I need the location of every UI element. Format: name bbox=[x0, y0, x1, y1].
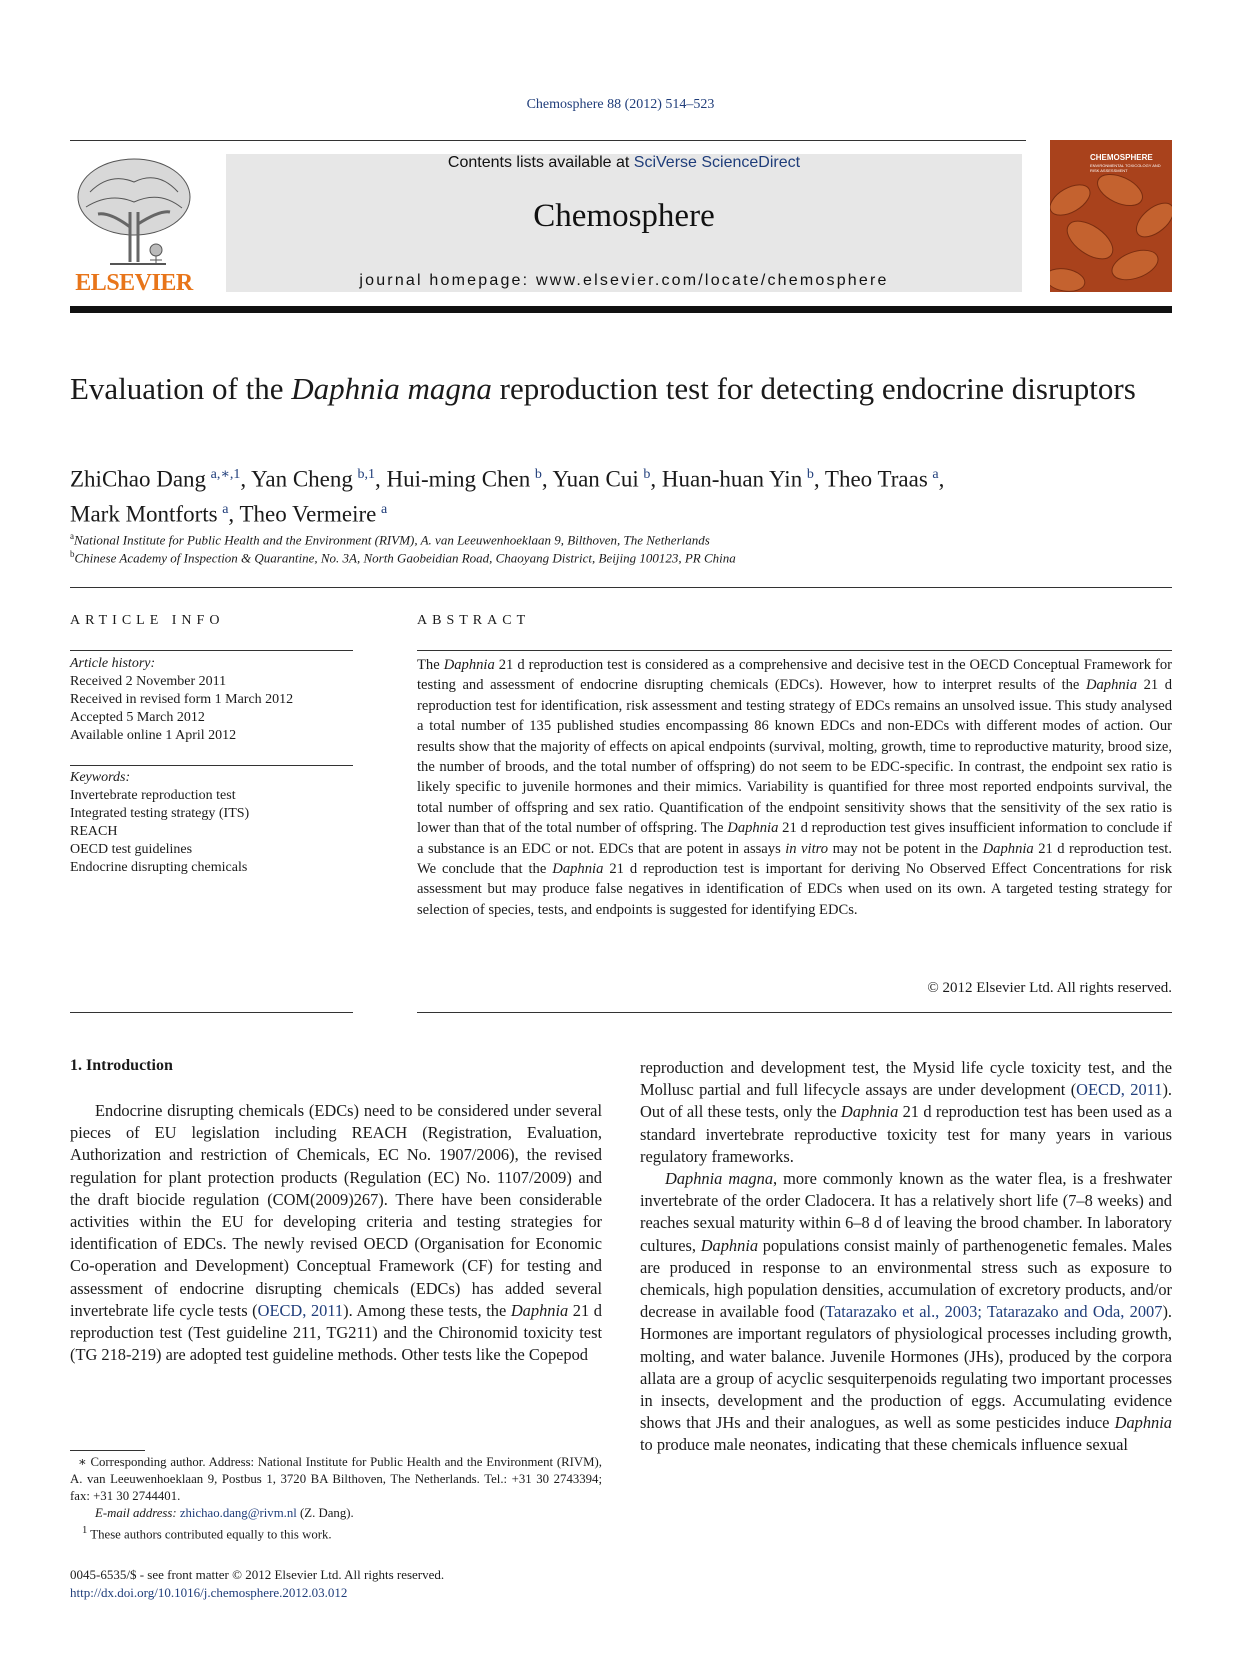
footnote-mark: 1 bbox=[82, 1525, 88, 1536]
body-column-right bbox=[640, 1057, 1172, 1457]
issn-line: 0045-6535/$ - see front matter © 2012 Elsevier Ltd. All rights reserved. bbox=[70, 1567, 445, 1582]
article-info-heading: ARTICLE INFO bbox=[70, 613, 225, 628]
doi-link[interactable]: http://dx.doi.org/10.1016/j.chemosphere.2012.03.012 bbox=[70, 1585, 348, 1600]
text-fragment: reproduction and development test, the Mysid life cycle toxicity test, and the Mollusc partial and full lifecycle assays are under development ( bbox=[640, 1058, 1172, 1100]
author-list bbox=[70, 460, 1170, 529]
author-separator: , bbox=[240, 466, 252, 492]
author-separator: , bbox=[813, 466, 825, 492]
keywords bbox=[70, 769, 353, 877]
author-separator: , bbox=[650, 466, 662, 492]
history-item: Received in revised form 1 March 2012 bbox=[70, 692, 294, 707]
author-affiliation-mark[interactable]: a bbox=[932, 467, 939, 482]
abstract-fragment: 21 d reproduction test is considered as a comprehensive and decisive test in the OECD Conceptual Framework for testing and assessment of endocrine disrupting chemicals (EDCs). However, how to interpret results of the bbox=[417, 657, 1172, 694]
journal-homepage[interactable]: journal homepage: www.elsevier.com/locate/chemosphere bbox=[359, 272, 889, 289]
abstract-fragment: 21 d reproduction test gives insufficient information to conclude if a substance is an EDC or not. EDCs that are potent in assays bbox=[417, 820, 1172, 857]
reference-link[interactable]: OECD, 2011 bbox=[257, 1300, 344, 1320]
journal-citation[interactable]: Chemosphere 88 (2012) 514–523 bbox=[526, 97, 715, 112]
text-fragment: , more commonly known as the water flea, is a freshwater invertebrate of the order Cladocera. It has a relatively short life (7–8 weeks) and reaches sexual maturity within 6–8 d of leaving the brood chamber. In laboratory cultures, bbox=[640, 1169, 1172, 1255]
species-name: Daphnia magna bbox=[665, 1169, 774, 1189]
cover-subtitle: ENVIRONMENTAL TOXICOLOGY AND RISK ASSESSMENT bbox=[1090, 163, 1161, 173]
title-part: Evaluation of the bbox=[70, 371, 292, 406]
author-separator: , bbox=[938, 466, 945, 492]
info-rule bbox=[70, 765, 353, 766]
affiliation-text: National Institute for Public Health and the Environment (RIVM), A. van Leeuwenhoeklaan 9, Bilthoven, The Netherlands bbox=[74, 532, 710, 548]
paragraph bbox=[640, 1168, 1172, 1457]
author[interactable]: Yuan Cui bbox=[552, 466, 639, 492]
abstract-fragment: 21 d reproduction test for identification, risk assessment and testing strategy of EDCs remains an unsolved issue. This study analysed a total number of 135 published studies encompassing 86 known EDCs and non-EDCs with different modes of action. Our results show that the majority of effects on apical endpoints (survival, molting, growth, time to reproductive maturity, brood size, the number of broods, and the total number of offspring) do not seem to be EDC-specific. In contrast, the endpoint sex ratio is likely specific to juvenile hormones and their mimics. Variability is quantified for three most reported endpoints survival, the total number of offspring and sex ratio. Quantification of the endpoint sensitivity shows that the sensitivity of the sex ratio is lower than that of the total number of offspring. The bbox=[417, 677, 1172, 837]
author-affiliation-mark[interactable]: b bbox=[643, 467, 651, 482]
abstract-fragment: 21 d reproduction test. We conclude that the bbox=[417, 840, 1172, 878]
text-fragment: 21 d reproduction test (Test guideline 211, TG211) and the Chironomid toxicity test (TG 218-219) are adopted test guideline methods. Other tests like the Copepod bbox=[70, 1300, 602, 1365]
keyword: Invertebrate reproduction test bbox=[70, 788, 236, 803]
reference-link[interactable]: OECD, 2011 bbox=[1076, 1080, 1163, 1100]
footnote-mark: ∗ bbox=[78, 1455, 87, 1469]
text-fragment: ). Hormones are important regulators of physiological processes including growth, molting, and water balance. Juvenile Hormones (JHs), produced by the corpora allata are a group of acyclic sesquiterpenoids regulating two important processes in insects, development and the production of eggs. Accumulating evidence shows that JHs and their analogues, as well as some pesticides induce bbox=[640, 1302, 1173, 1433]
author[interactable]: Theo Traas bbox=[824, 466, 928, 492]
page-footer bbox=[70, 1566, 670, 1602]
keyword: REACH bbox=[70, 824, 118, 839]
abstract-species: Daphnia bbox=[982, 840, 1034, 857]
text-fragment: to produce male neonates, indicating that these chemicals influence sexual bbox=[640, 1435, 1128, 1455]
cover-title: CHEMOSPHERE bbox=[1090, 153, 1153, 162]
author-separator: , bbox=[541, 466, 553, 492]
text-fragment: populations consist mainly of parthenogenetic females. Males are produced in response to an environmental stress such as exposure to chemicals, high population densities, accumulation of excretory products, and/or decrease in available food ( bbox=[640, 1235, 1172, 1322]
author[interactable]: ZhiChao Dang bbox=[70, 466, 207, 492]
affiliation-mark: b bbox=[70, 549, 75, 559]
affiliation-rule bbox=[70, 587, 1172, 588]
footnote-rule bbox=[70, 1450, 145, 1451]
text-fragment: Endocrine disrupting chemicals (EDCs) need to be considered under several pieces of EU legislation including REACH (Registration, Evaluation, Authorization and restriction of Chemicals, EC No. 1907/2006), the revised regulation for plant protection products (Regulation (EC) No. 1107/2009) and the draft biocide regulation (COM(2009)267). There have been considerable activities within the EU for developing criteria and testing strategies for identification of EDCs. The newly revised OECD (Organisation for Economic Co-operation and Development) Conceptual Framework (CF) for testing and assessment of endocrine disrupting chemicals (EDCs) has added several invertebrate life cycle tests ( bbox=[70, 1101, 602, 1320]
species-name: Daphnia bbox=[510, 1300, 569, 1320]
keyword: Integrated testing strategy (ITS) bbox=[70, 806, 250, 821]
affiliation-a bbox=[70, 531, 1170, 548]
abstract-species: Daphnia bbox=[1085, 677, 1138, 694]
keywords-label: Keywords: bbox=[70, 770, 131, 785]
footnote-text: (Z. Dang). bbox=[296, 1506, 354, 1520]
title-species: Daphnia magna bbox=[291, 371, 492, 406]
author[interactable]: Yan Cheng bbox=[251, 466, 353, 492]
author-affiliation-mark[interactable]: b bbox=[534, 467, 542, 482]
abstract-fragment: The bbox=[417, 657, 444, 673]
species-name: Daphnia bbox=[840, 1102, 899, 1122]
author-affiliation-mark[interactable]: a bbox=[381, 501, 388, 517]
info-bottom-rule bbox=[70, 1012, 353, 1013]
title-part: reproduction test for detecting endocrine disruptors bbox=[491, 371, 1136, 406]
author-affiliation-mark[interactable]: b,1 bbox=[357, 467, 375, 482]
publisher-logo-text: ELSEVIER bbox=[75, 270, 193, 296]
corresponding-author-note bbox=[70, 1454, 602, 1505]
author-separator: , bbox=[375, 466, 387, 492]
email-label: E-mail address: bbox=[95, 1506, 180, 1520]
author[interactable]: Theo Vermeire bbox=[239, 501, 377, 527]
footnote-text: Corresponding author. Address: National Institute for Public Health and the Environment (RIVM), A. van Leeuwenhoeklaan 9, Postbus 1, 3720 BA Bilthoven, The Netherlands. Tel.: +31 30 2743394; fax: +31 30 2744401. bbox=[70, 1455, 602, 1503]
footnotes bbox=[70, 1454, 602, 1543]
equal-contribution-note bbox=[70, 1522, 602, 1543]
section-heading-introduction: 1. Introduction bbox=[70, 1057, 173, 1074]
author[interactable]: Hui-ming Chen bbox=[386, 466, 531, 492]
abstract-species: Daphnia bbox=[727, 820, 779, 837]
keyword: OECD test guidelines bbox=[70, 842, 193, 857]
abstract-bottom-rule bbox=[417, 1012, 1172, 1013]
history-label: Article history: bbox=[70, 656, 156, 671]
journal-cover-image[interactable] bbox=[1050, 140, 1172, 292]
footnote-text: These authors contributed equally to this work. bbox=[87, 1527, 332, 1542]
email-link[interactable]: zhichao.dang@rivm.nl bbox=[179, 1506, 297, 1520]
history-item: Accepted 5 March 2012 bbox=[70, 710, 205, 725]
paragraph bbox=[640, 1057, 1172, 1168]
species-name: Daphnia bbox=[1114, 1413, 1172, 1433]
species-name: Daphnia bbox=[700, 1235, 759, 1255]
body-column-left bbox=[70, 1100, 602, 1366]
abstract-text bbox=[417, 655, 1172, 920]
abstract-rule bbox=[417, 650, 1172, 651]
abstract-fragment: 21 d reproduction test is important for deriving No Observed Effect Concentrations for risk assessment but may produce false negatives in identification of EDCs when used on its own. A targeted testing strategy for selection of species, tests, and endpoints is suggested for identifying EDCs. bbox=[417, 861, 1172, 918]
author-affiliation-mark[interactable]: a,∗,1 bbox=[210, 467, 241, 482]
abstract-fragment: may not be potent in the bbox=[828, 840, 983, 857]
author-affiliation-mark[interactable]: b bbox=[806, 467, 814, 482]
reference-link[interactable]: Tatarazako et al., 2003; Tatarazako and Oda, 2007 bbox=[825, 1302, 1163, 1322]
sciencedirect-link[interactable]: SciVerse ScienceDirect bbox=[633, 154, 801, 171]
author-affiliation-mark[interactable]: a bbox=[222, 501, 229, 517]
paragraph bbox=[70, 1100, 602, 1366]
history-item: Available online 1 April 2012 bbox=[70, 728, 237, 743]
info-rule bbox=[70, 650, 353, 651]
abstract-term: in vitro bbox=[785, 840, 829, 857]
history-item: Received 2 November 2011 bbox=[70, 674, 227, 689]
contents-line bbox=[226, 154, 1022, 172]
article-history bbox=[70, 655, 353, 745]
abstract-copyright: © 2012 Elsevier Ltd. All rights reserved. bbox=[927, 980, 1172, 996]
author[interactable]: Mark Montforts bbox=[70, 501, 218, 527]
header-rule bbox=[70, 140, 1026, 141]
affiliation-text: Chinese Academy of Inspection & Quarantine, No. 3A, North Gaobeidian Road, Chaoyang District, Beijing 100123, PR China bbox=[74, 550, 736, 566]
author[interactable]: Huan-huan Yin bbox=[661, 466, 803, 492]
article-title bbox=[70, 370, 1170, 407]
text-fragment: ). Out of all these tests, only the bbox=[640, 1080, 1172, 1122]
author-separator: , bbox=[228, 501, 240, 527]
email-note bbox=[70, 1505, 602, 1522]
affiliation-mark: a bbox=[70, 531, 74, 541]
abstract-species: Daphnia bbox=[552, 861, 604, 878]
text-fragment: 21 d reproduction test has been used as a standard invertebrate reproductive toxicity test for many years in various regulatory frameworks. bbox=[640, 1102, 1172, 1166]
text-fragment: ). Among these tests, the bbox=[343, 1300, 511, 1320]
keyword: Endocrine disrupting chemicals bbox=[70, 860, 248, 875]
abstract-heading: ABSTRACT bbox=[417, 613, 531, 628]
abstract-species: Daphnia bbox=[443, 657, 495, 673]
contents-prefix: Contents lists available at bbox=[447, 154, 634, 171]
affiliation-b bbox=[70, 549, 1170, 566]
journal-name: Chemosphere bbox=[533, 198, 715, 234]
masthead-bottom-rule bbox=[70, 306, 1172, 313]
